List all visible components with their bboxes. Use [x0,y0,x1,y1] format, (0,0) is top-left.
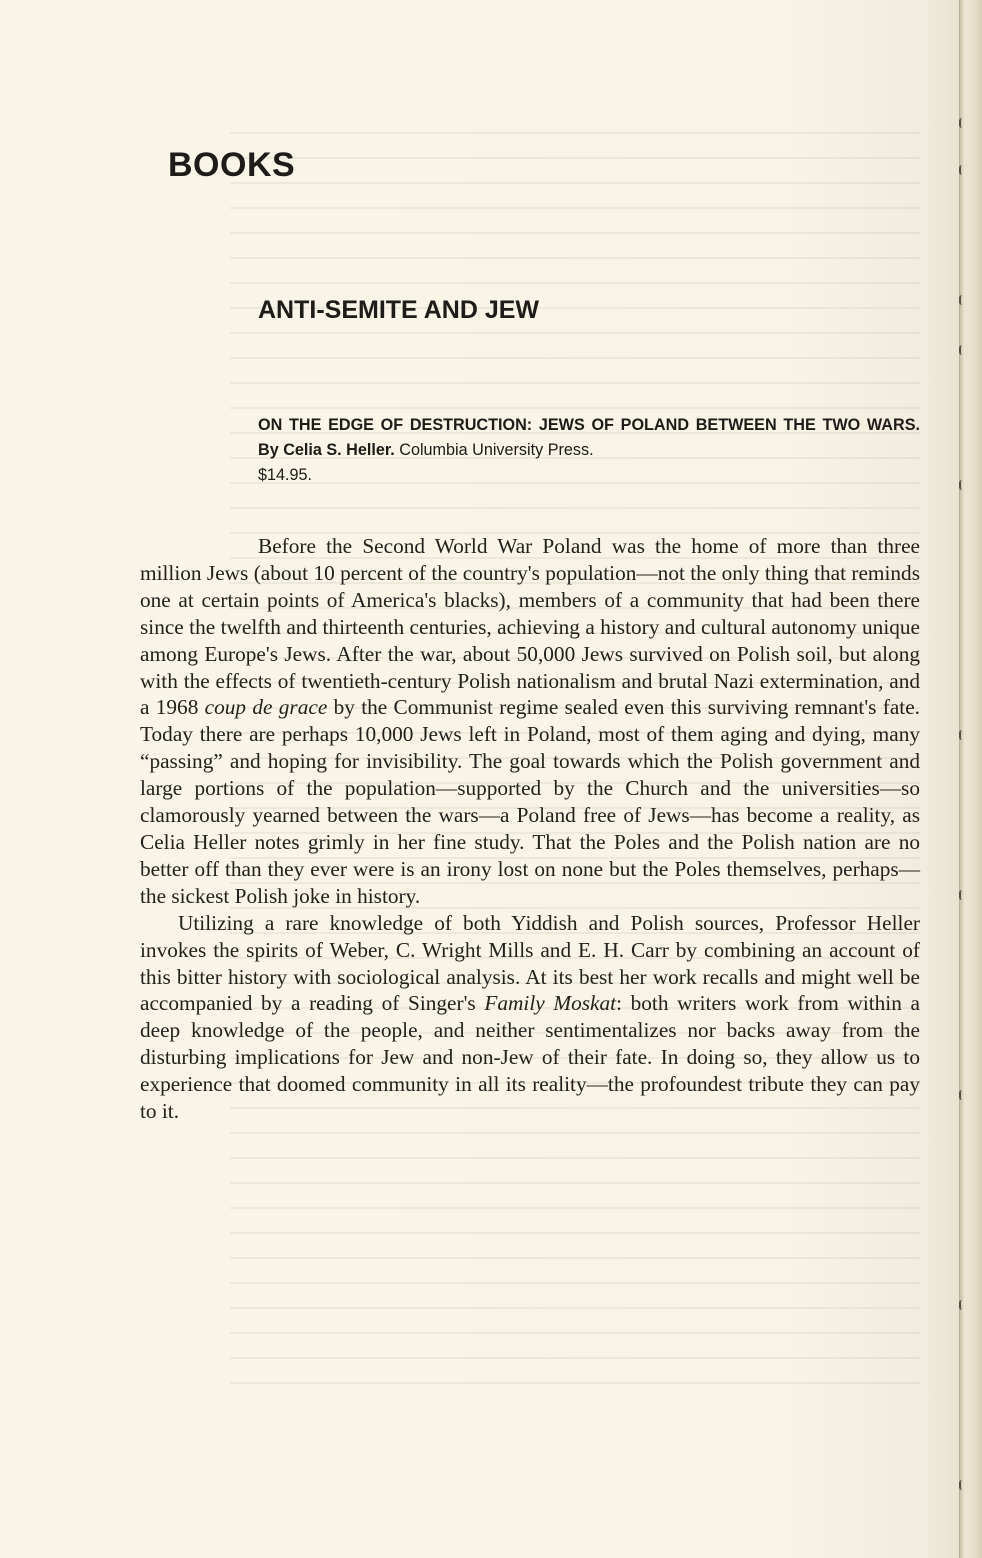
section-title: BOOKS [168,146,296,184]
page-edge-mark [959,1300,966,1310]
page-edge-mark [959,345,966,355]
paragraph [140,910,920,1125]
book-publisher: Columbia University Press. [399,441,594,459]
page-edge-mark [959,118,966,128]
page-edge-mark [959,165,966,175]
review-body [140,533,920,1125]
italic-book-title: Family Moskat [484,991,617,1016]
review-title: ANTI-SEMITE AND JEW [258,296,540,324]
text-run: by the Communist regime sealed even this surviving remnant's fate. Today there are perhaps 10,000 Jews left in Poland, most of them aging and dying, many “passing” and hoping for invisibility. The goal towards which the Polish government and large portions of the population—supported by the Church and the universities—so clamorously yearned between the wars—a Poland free of Jews—has become a reality, as Celia Heller notes grimly in her fine study. That the Poles and the Polish nation are no better off than they ever were is an irony lost on none but the Poles themselves, perhaps—the sickest Polish joke in history. [140,695,920,908]
text-run: Before the Second World War Poland was the home of more than three million Jews (about 10 percent of the country's population—not the only thing that reminds one at certain points of America's blacks), members of a community that had been there since the twelfth and thirteenth centuries, achieving a history and cultural autonomy unique among Europe's Jews. After the war, about 50,000 Jews survived on Polish soil, but along with the effects of twentieth-century Polish nationalism and brutal Nazi extermination, and a 1968 [140,534,920,720]
book-price: $14.95. [258,466,313,484]
text-run: Utilizing a rare knowledge of both Yiddish and Polish sources, Professor Heller invokes the spirits of Weber, C. Wright Mills and E. H. Carr by combining an account of this bitter history with sociological analysis. At its best her work recalls and might well be accompanied by a reading of Singer's [140,910,920,1016]
page-edge-mark [959,480,966,490]
page-stack-edge [959,0,982,1558]
page-edge-mark [959,295,966,305]
page-edge-mark [959,1090,966,1100]
book-citation [258,413,920,488]
book-title: ON THE EDGE OF DESTRUCTION: JEWS OF POLAND BETWEEN THE TWO WARS. [258,416,920,434]
paragraph [140,533,920,910]
page-edge-mark [959,890,966,900]
page-edge-mark [959,730,966,740]
book-author: By Celia S. Heller. [258,441,395,459]
text-run: : both writers work from within a deep knowledge of the people, and neither sentimentalizes nor backs away from the disturbing implications for Jew and non-Jew of their fate. In doing so, they allow us to experience that doomed community in all its reality—the profoundest tribute they can pay to it. [140,991,920,1124]
page-edge-mark [959,1480,966,1490]
italic-term: coup de grace [204,695,328,720]
